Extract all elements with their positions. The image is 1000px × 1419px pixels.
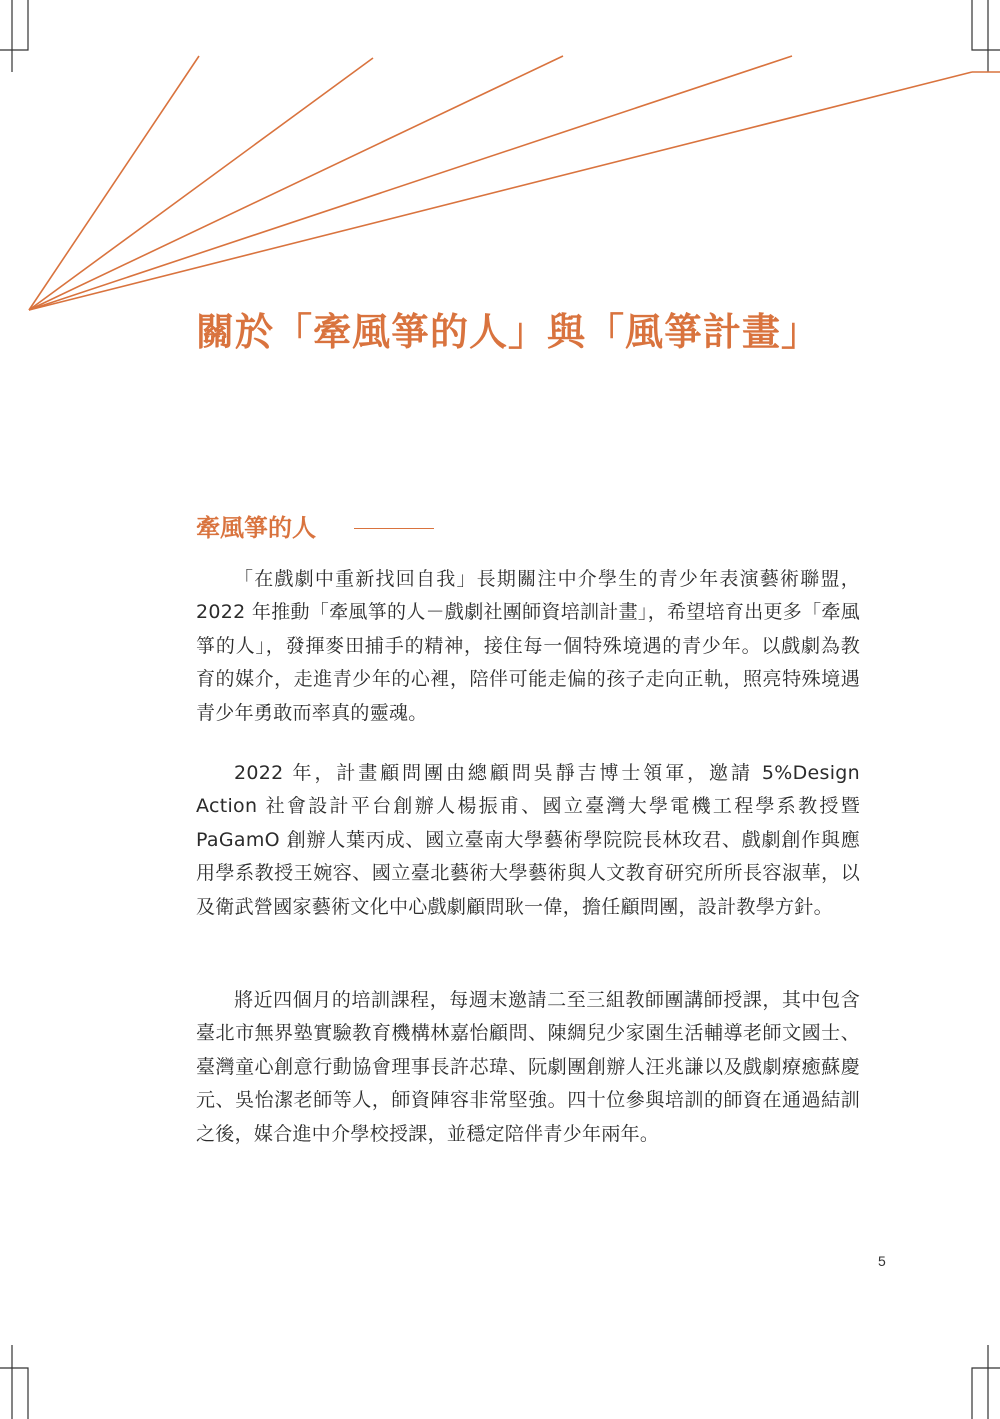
section-heading-rule <box>354 528 434 529</box>
fan-lines <box>29 56 1000 310</box>
page-title: 關於「牽風箏的人」與「風箏計畫」 <box>196 309 821 354</box>
body-paragraph-3: 將近四個月的培訓課程，每週末邀請二至三組教師團講師授課，其中包含臺北市無界塾實驗教育機構林嘉怡顧問、陳綢兒少家園生活輔導老師文國士、臺灣童心創意行動協會理事長許芯瑋、阮劇團創辦人汪兆謙以及戲劇療癒蘇慶元、吳怡潔老師等人，師資陣容非常堅強。四十位參與培訓的師資在通過結訓之後，媒合進中介學校授課，並穩定陪伴青少年兩年。 <box>196 989 860 1145</box>
body-paragraph-2: 2022 年，計畫顧問團由總顧問吳靜吉博士領軍，邀請 5%Design Action 社會設計平台創辦人楊振甫、國立臺灣大學電機工程學系教授暨 PaGamO 創辦人葉丙成、國立臺南大學藝術學院院長林玫君、戲劇創作與應用學系教授王婉容、國立臺北藝術大學藝術與人文教育研究所所長容淑華，以及衛武營國家藝術文化中心戲劇顧問耿一偉，擔任顧問團，設計教學方針。 <box>196 762 860 918</box>
body-paragraph-1: 「在戲劇中重新找回自我」長期關注中介學生的青少年表演藝術聯盟，2022 年推動「牽風箏的人－戲劇社團師資培訓計畫」，希望培育出更多「牽風箏的人」，發揮麥田捕手的精神，接住每一個特殊境遇的青少年。以戲劇為教育的媒介，走進青少年的心裡，陪伴可能走偏的孩子走向正軌，照亮特殊境遇青少年勇敢而率真的靈魂。 <box>196 568 860 724</box>
section-heading: 牽風箏的人 <box>196 513 316 542</box>
page-number: 5 <box>878 1253 886 1269</box>
